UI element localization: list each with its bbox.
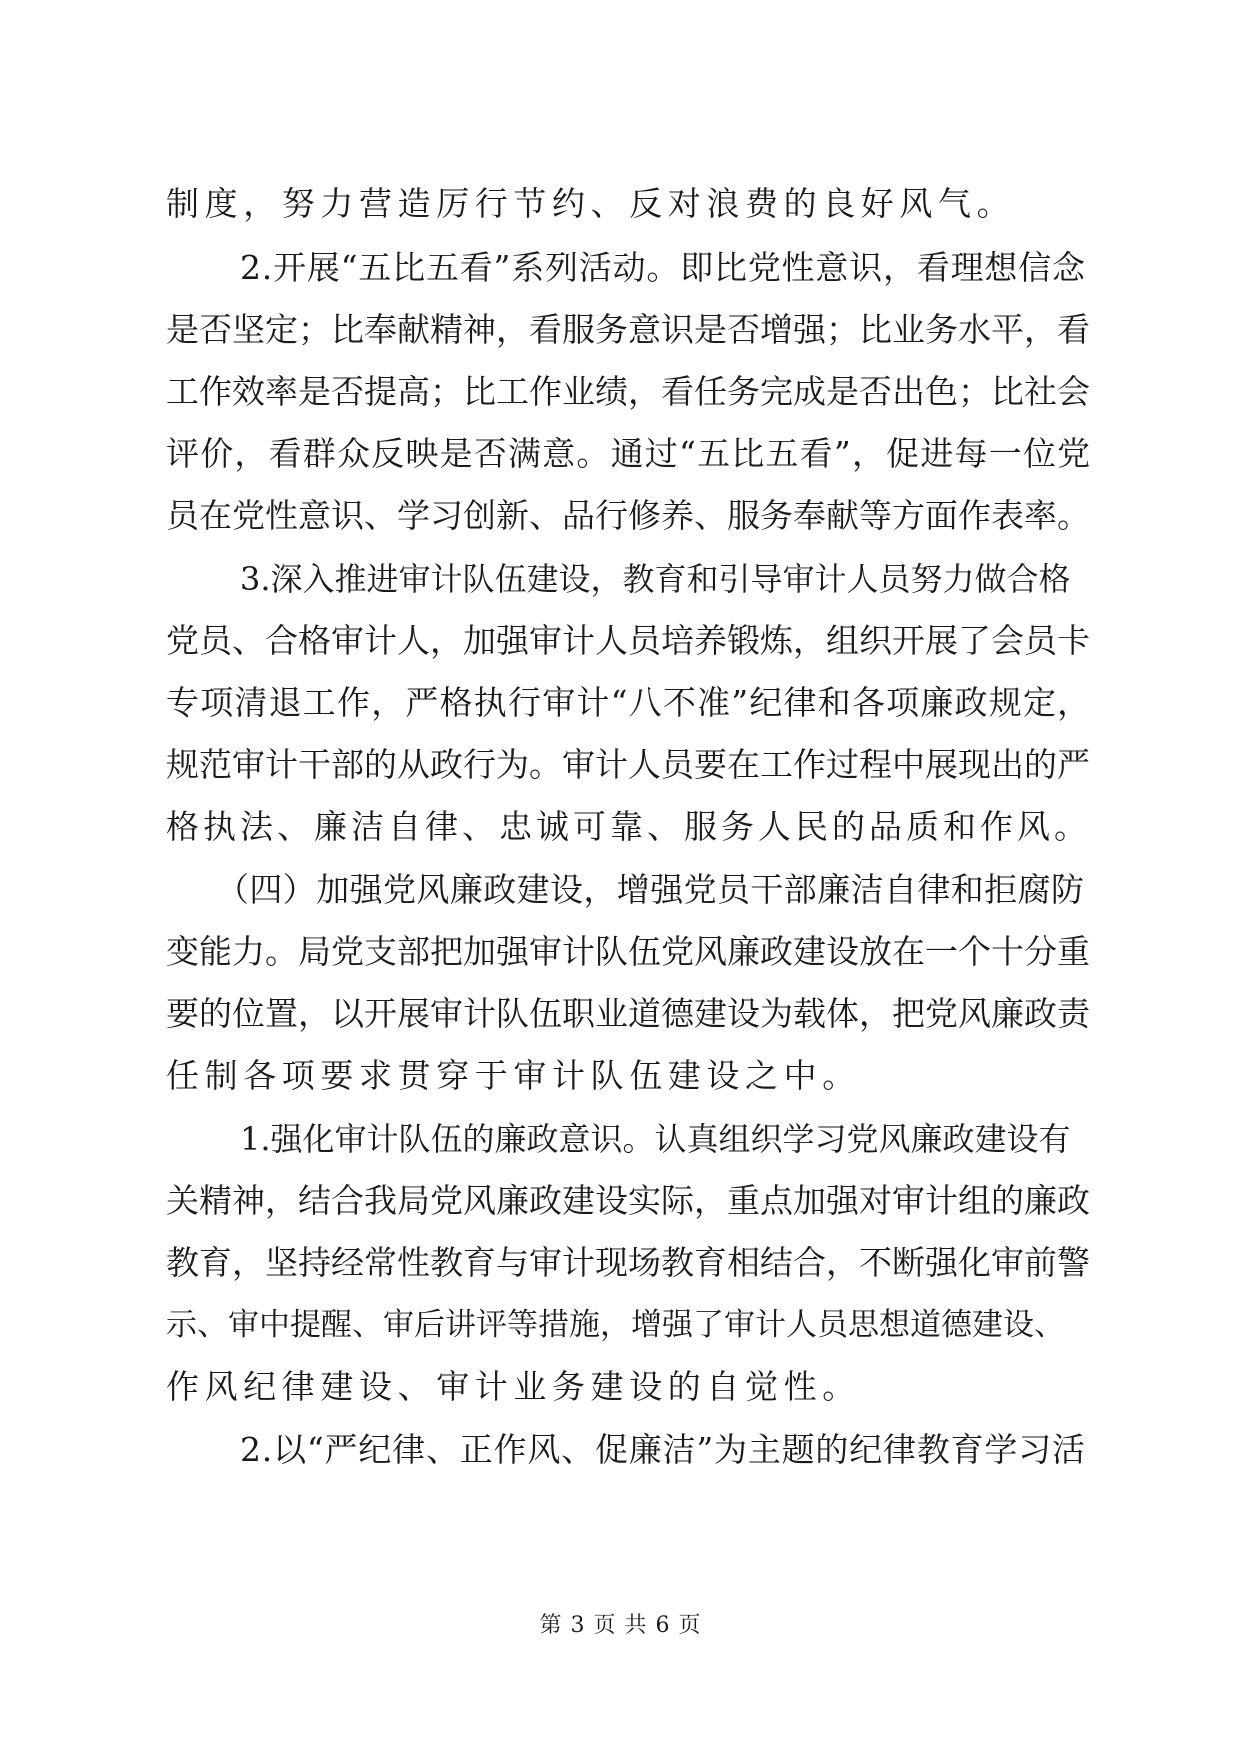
text-line: 制度，努力营造厉行节约、反对浪费的良好风气。: [166, 184, 1016, 223]
text-line: 评价，看群众反映是否满意。通过“五比五看”，促进每一位党: [166, 434, 1092, 473]
text-line: 作风纪律建设、审计业务建设的自觉性。: [166, 1367, 861, 1406]
text-line: 工作效率是否提高；比工作业绩，看任务完成是否出色；比社会: [166, 372, 1090, 411]
text-line: 员在党性意识、学习创新、品行修养、服务奉献等方面作表率。: [166, 496, 1090, 535]
text-line: 示、审中提醒、审后讲评等措施，增强了审计人员思想道德建设、: [166, 1307, 1065, 1343]
text-line: 党员、合格审计人，加强审计人员培养锻炼，组织开展了会员卡: [166, 621, 1090, 660]
page-number-footer: 第 3 页 共 6 页: [539, 1613, 702, 1638]
text-line: 是否坚定；比奉献精神，看服务意识是否增强；比业务水平，看: [166, 310, 1090, 349]
text-line: 要的位置，以开展审计队伍职业道德建设为载体，把党风廉政责: [166, 994, 1090, 1033]
text-line: 任制各项要求贯穿于审计队伍建设之中。: [166, 1056, 861, 1095]
text-line: 关精神，结合我局党风廉政建设实际，重点加强对审计组的廉政: [166, 1181, 1090, 1220]
section-heading-line: （四）加强党风廉政建设，增强党员干部廉洁自律和拒腐防: [216, 870, 1085, 909]
text-line: 格执法、廉洁自律、忠诚可靠、服务人民的品质和作风。: [166, 807, 1091, 846]
text-line: 2.开展“五比五看”系列活动。即比党性意识，看理想信念: [240, 248, 1086, 287]
text-line: 专项清退工作，严格执行审计“八不准”纪律和各项廉政规定，: [166, 683, 1092, 722]
text-line: 教育，坚持经常性教育与审计现场教育相结合，不断强化审前警: [166, 1243, 1090, 1282]
text-line: 规范审计干部的从政行为。审计人员要在工作过程中展现出的严: [166, 745, 1090, 784]
text-line: 1.强化审计队伍的廉政意识。认真组织学习党风廉政建设有: [240, 1120, 1071, 1158]
text-line: 3.深入推进审计队伍建设，教育和引导审计人员努力做合格: [240, 560, 1071, 598]
text-line: 变能力。局党支部把加强审计队伍党风廉政建设放在一个十分重: [166, 932, 1090, 971]
text-line: 2.以“严纪律、正作风、促廉洁”为主题的纪律教育学习活: [240, 1430, 1086, 1469]
